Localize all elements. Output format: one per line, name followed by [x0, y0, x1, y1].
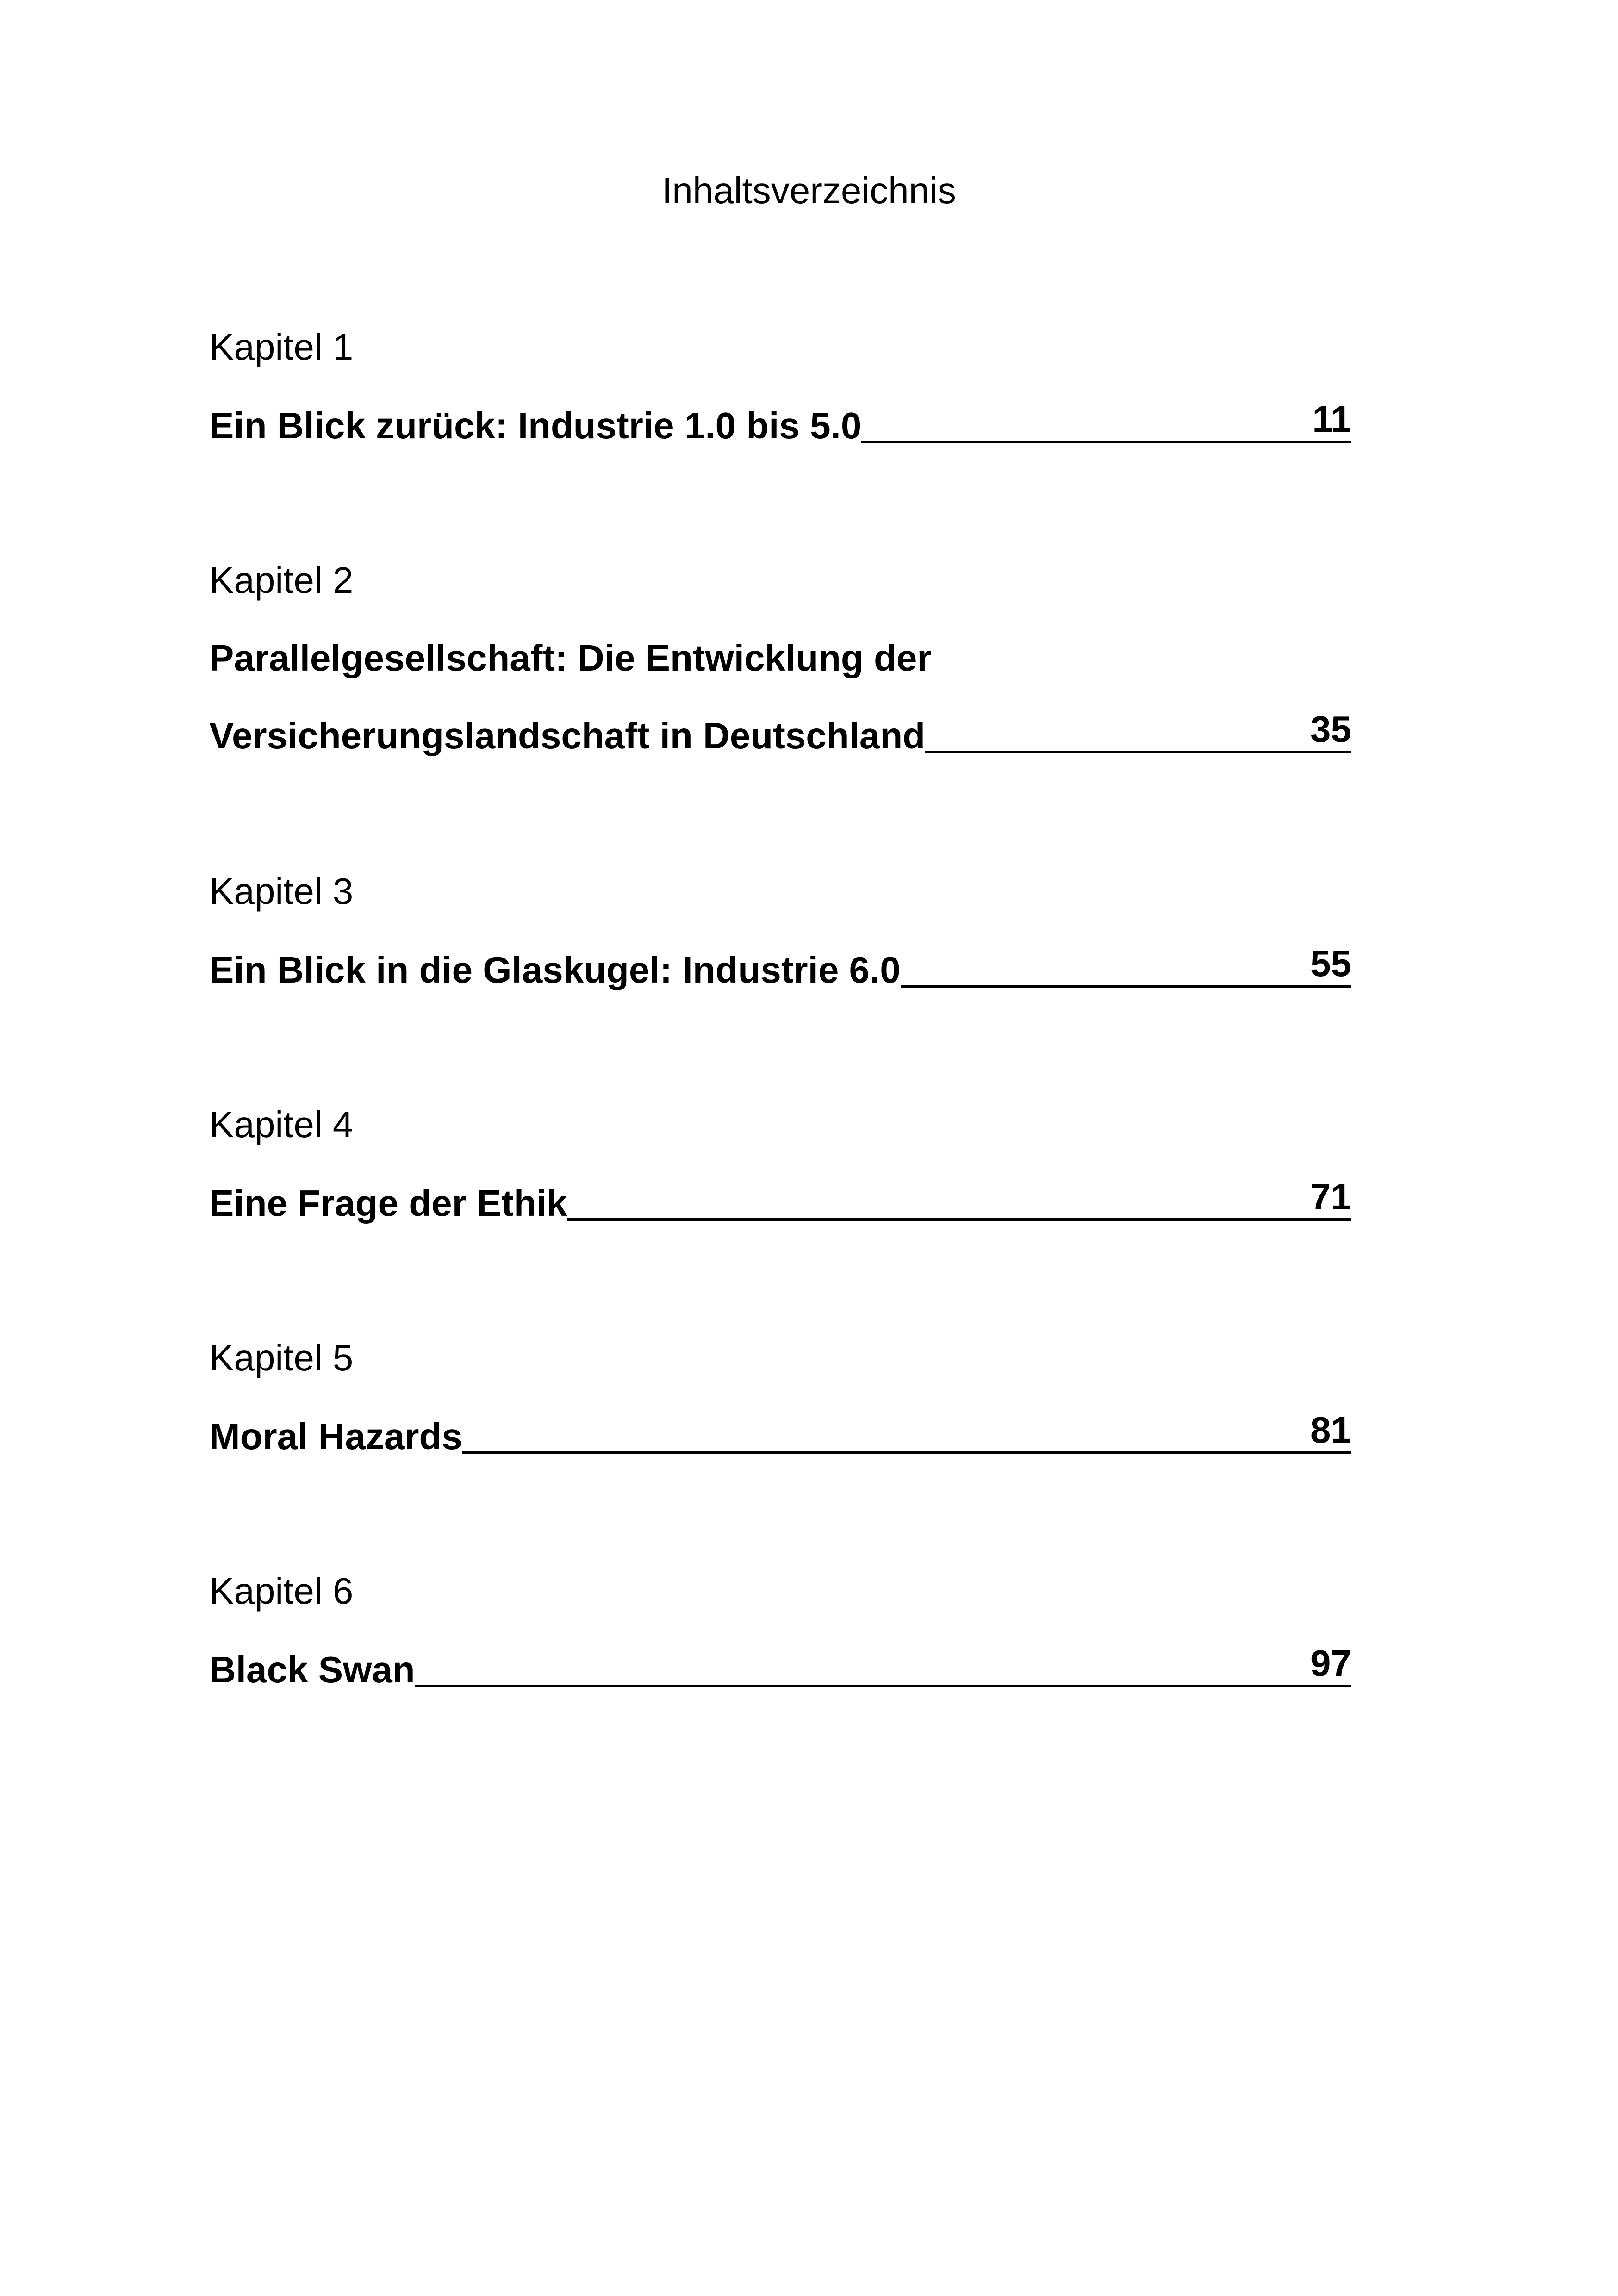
chapter-label: Kapitel 3 [209, 871, 354, 912]
chapter-title-line-1: Parallelgesellschaft: Die Entwicklung der [209, 637, 932, 678]
page-number: 81 [1310, 1409, 1351, 1454]
chapter-title: Moral Hazards [209, 1416, 462, 1457]
toc-entry[interactable] [209, 1409, 1351, 1464]
chapter-title: Ein Blick zurück: Industrie 1.0 bis 5.0 [209, 405, 862, 446]
leader-line [901, 985, 1310, 988]
leader-line [415, 1685, 1310, 1687]
leader-line [861, 441, 1312, 443]
chapter-title: Eine Frage der Ethik [209, 1182, 567, 1224]
chapter-title: Versicherungslandschaft in Deutschland [209, 715, 926, 756]
toc-entry[interactable] [209, 708, 1351, 764]
chapter-label: Kapitel 1 [209, 326, 354, 367]
chapter-label: Kapitel 2 [209, 560, 354, 601]
toc-entry[interactable] [209, 942, 1351, 998]
leader-line [462, 1451, 1310, 1454]
page-title: Inhaltsverzeichnis [662, 170, 956, 211]
toc-entry[interactable] [209, 1642, 1351, 1698]
page-number: 11 [1312, 398, 1351, 443]
page-number: 97 [1310, 1642, 1351, 1687]
page-number: 35 [1310, 708, 1351, 753]
toc-entry[interactable] [209, 398, 1351, 454]
leader-line [567, 1218, 1310, 1221]
page-number: 71 [1310, 1176, 1351, 1221]
chapter-label: Kapitel 4 [209, 1104, 354, 1145]
leader-line [925, 751, 1310, 753]
chapter-label: Kapitel 5 [209, 1337, 354, 1378]
chapter-title: Black Swan [209, 1649, 415, 1690]
chapter-label: Kapitel 6 [209, 1570, 354, 1612]
chapter-title: Ein Blick in die Glaskugel: Industrie 6.0 [209, 949, 901, 990]
toc-entry[interactable] [209, 1176, 1351, 1231]
page-number: 55 [1310, 942, 1351, 988]
